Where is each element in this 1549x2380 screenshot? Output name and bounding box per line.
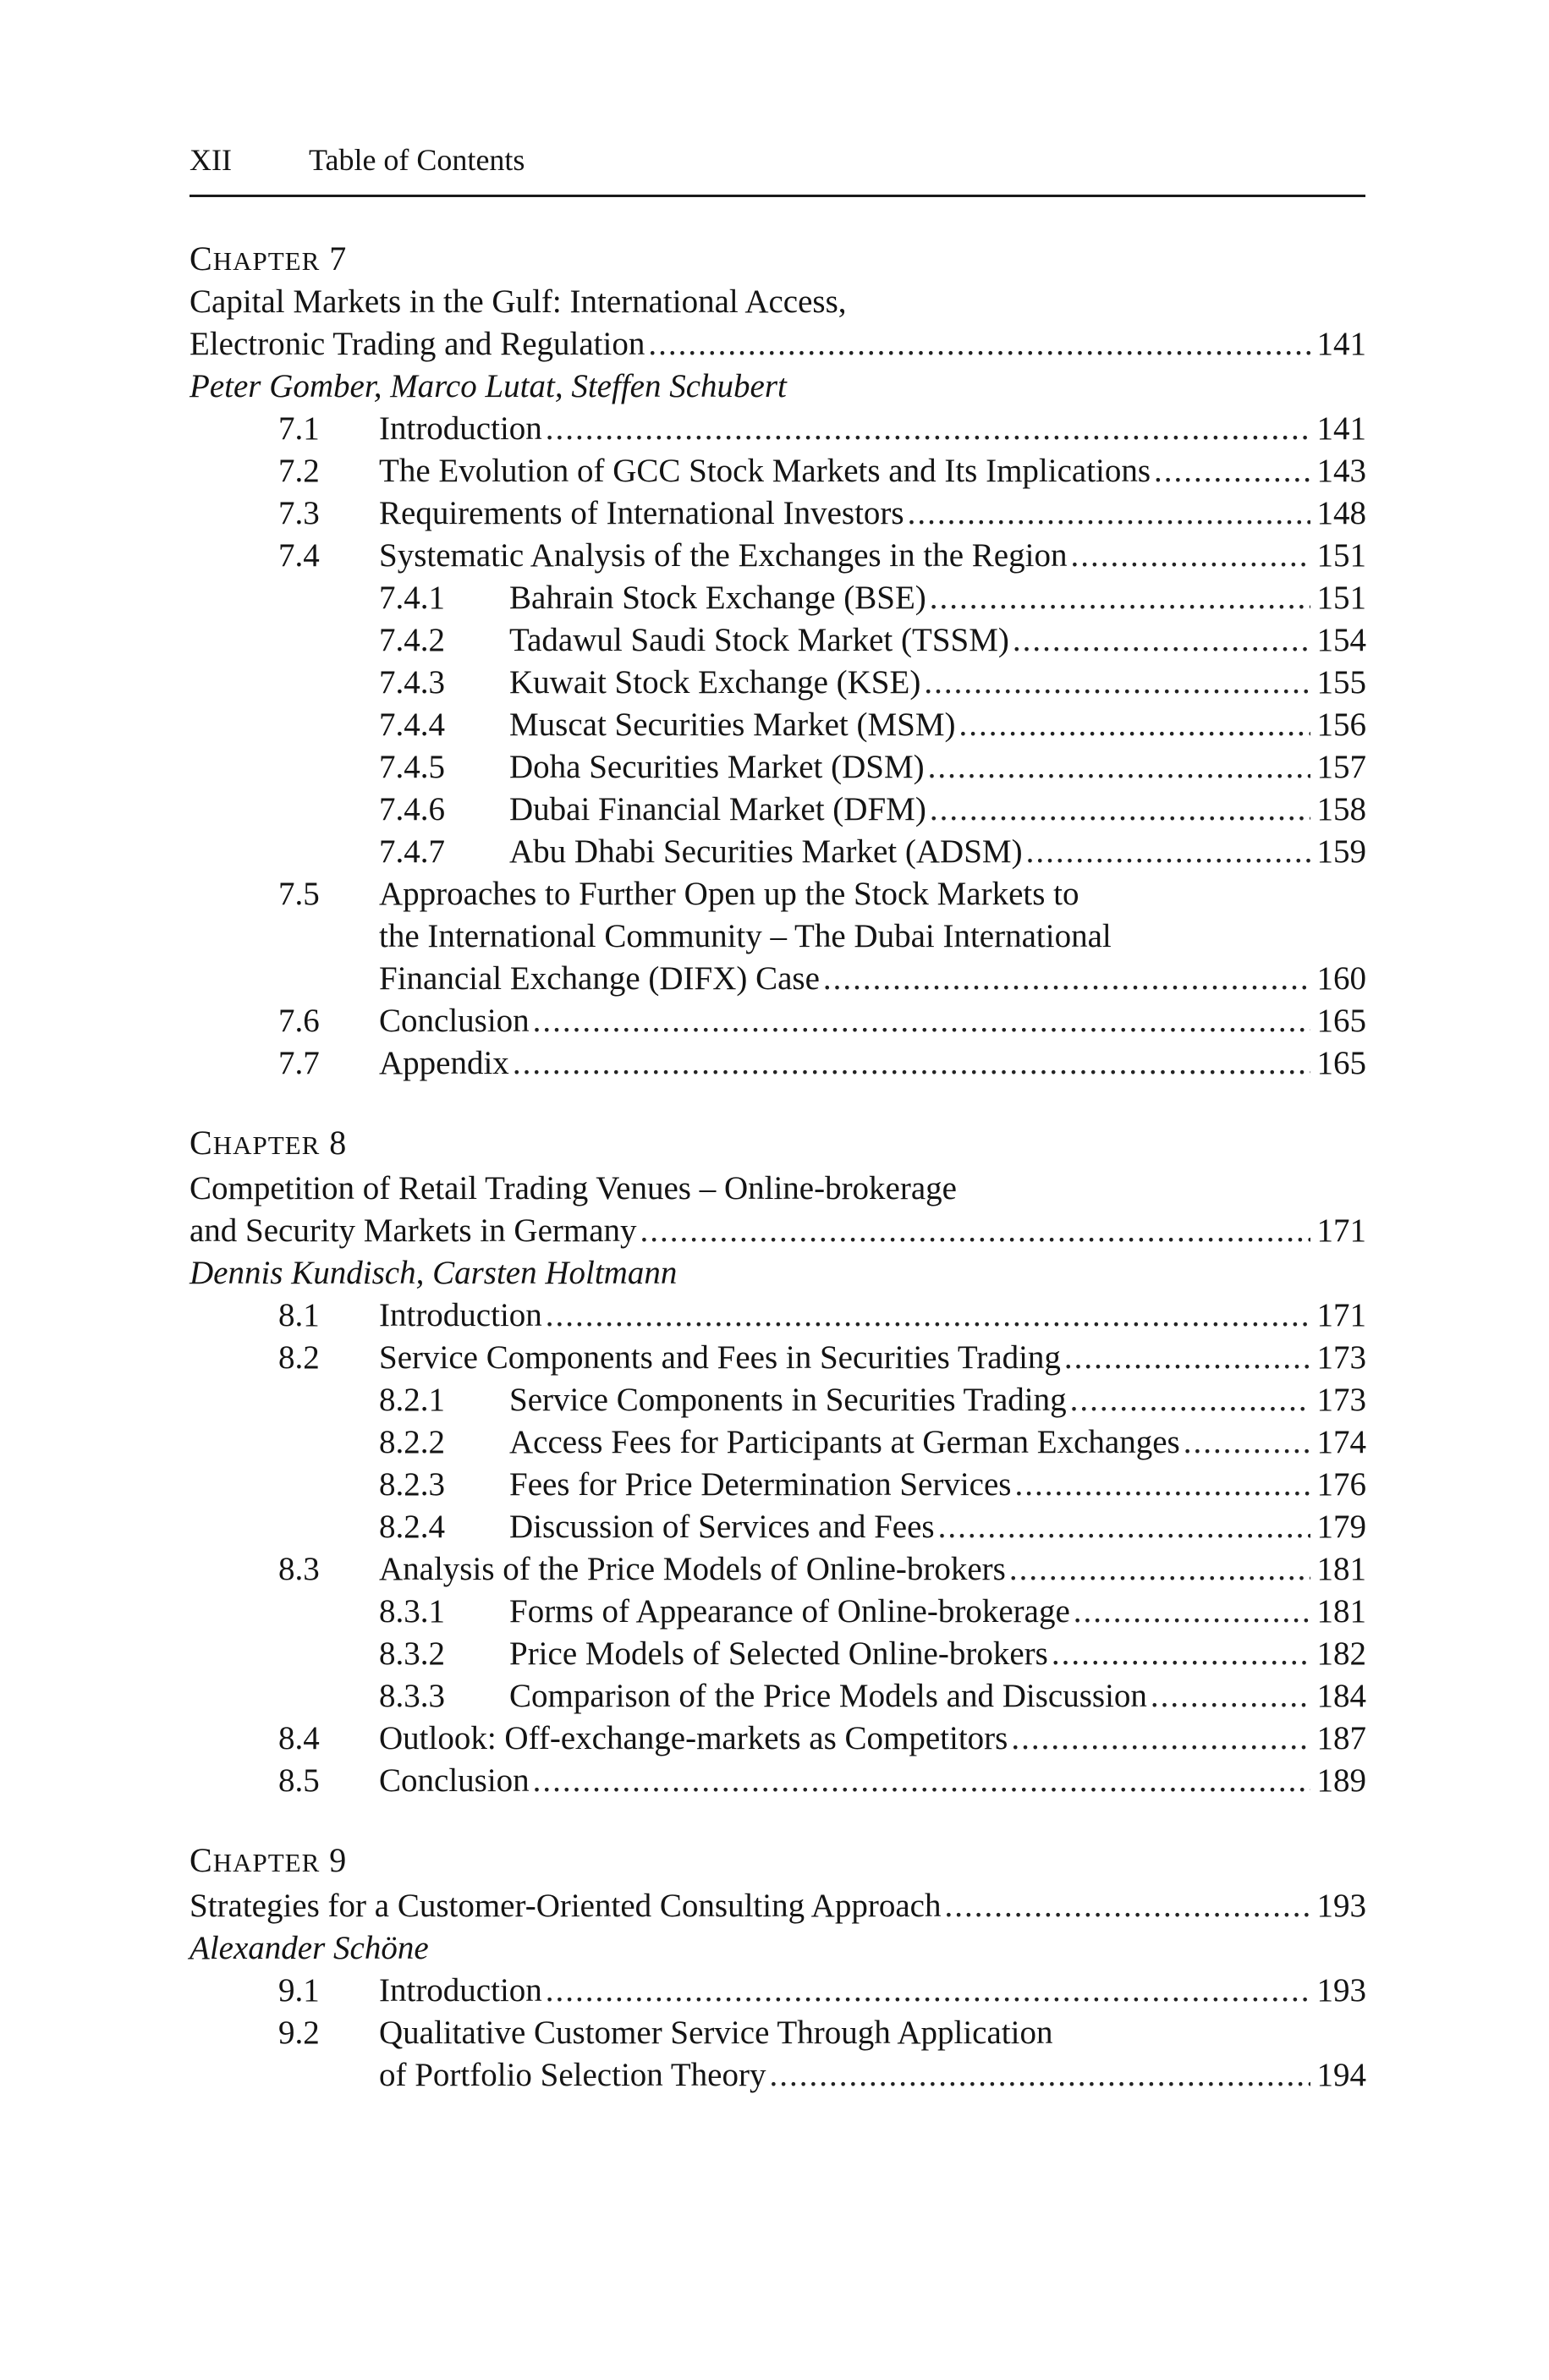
page-ref: 148 <box>1316 495 1366 531</box>
page-ref: 141 <box>1316 326 1366 362</box>
section-number: 7.2 <box>278 453 320 489</box>
page-ref: 165 <box>1316 1045 1366 1081</box>
page-header <box>190 134 1365 197</box>
page-ref: 184 <box>1316 1678 1366 1714</box>
section-number: 8.3.2 <box>379 1635 445 1672</box>
section-number: 9.2 <box>278 2014 320 2051</box>
toc-entry-continuation[interactable] <box>190 2054 1366 2097</box>
page-ref: 156 <box>1316 706 1366 743</box>
section-number: 7.1 <box>278 410 320 447</box>
section-number: 7.3 <box>278 495 320 531</box>
toc-entry[interactable] <box>190 873 1366 915</box>
entry-title: Appendix <box>379 1045 509 1081</box>
toc-entry[interactable] <box>190 1379 1366 1421</box>
page-ref: 158 <box>1316 791 1366 827</box>
chapter-heading: CHAPTER 9 <box>190 1841 348 1879</box>
entry-title: Introduction <box>379 1297 542 1333</box>
toc-entry-continuation <box>190 915 1366 958</box>
section-number: 7.6 <box>278 1003 320 1039</box>
toc-entry[interactable] <box>190 746 1366 789</box>
page-ref: 155 <box>1316 664 1366 701</box>
chapter-authors: Alexander Schöne <box>190 1930 429 1966</box>
page-ref: 165 <box>1316 1003 1366 1039</box>
page-ref: 187 <box>1316 1720 1366 1756</box>
chapter-title: Competition of Retail Trading Venues – Online-brokerage <box>190 1170 957 1206</box>
entry-title: Doha Securities Market (DSM) <box>509 749 925 785</box>
chapter-authors: Peter Gomber, Marco Lutat, Steffen Schubert <box>190 368 787 404</box>
section-number: 8.3 <box>278 1551 320 1587</box>
section-number: 7.4.2 <box>379 622 445 658</box>
section-number: 7.4.3 <box>379 664 445 701</box>
section-number: 8.4 <box>278 1720 320 1756</box>
section-number: 8.2 <box>278 1339 320 1376</box>
toc-entry[interactable] <box>190 1970 1366 2012</box>
toc-entry[interactable] <box>190 492 1366 535</box>
running-title: Table of Contents <box>309 143 525 177</box>
page-ref: 141 <box>1316 410 1366 447</box>
toc-entry[interactable] <box>190 1675 1366 1718</box>
toc-entry[interactable] <box>190 535 1366 577</box>
toc-entry[interactable] <box>190 1000 1366 1042</box>
page-ref: 171 <box>1316 1297 1366 1333</box>
entry-title: Tadawul Saudi Stock Market (TSSM) <box>509 622 1009 658</box>
toc-entry-continuation[interactable] <box>190 958 1366 1000</box>
section-number: 7.7 <box>278 1045 320 1081</box>
page-ref: 176 <box>1316 1466 1366 1503</box>
toc-entry[interactable] <box>190 1294 1366 1337</box>
page-ref: 173 <box>1316 1339 1366 1376</box>
section-number: 8.3.1 <box>379 1593 445 1630</box>
section-number: 9.1 <box>278 1972 320 2009</box>
entry-title: The Evolution of GCC Stock Markets and Its Implications <box>379 453 1151 489</box>
entry-title-line: the International Community – The Dubai International <box>379 918 1112 954</box>
entry-title: Conclusion <box>379 1003 530 1039</box>
entry-title: Discussion of Services and Fees <box>509 1509 935 1545</box>
toc-entry[interactable] <box>190 2012 1366 2054</box>
page-ref: 157 <box>1316 749 1366 785</box>
toc-entry[interactable] <box>190 1464 1366 1506</box>
section-number: 7.4.5 <box>379 749 445 785</box>
section-number: 8.2.1 <box>379 1382 445 1418</box>
page-ref: 159 <box>1316 833 1366 870</box>
entry-title: Forms of Appearance of Online-brokerage <box>509 1593 1070 1630</box>
toc-entry[interactable] <box>190 1506 1366 1548</box>
entry-title: Outlook: Off-exchange-markets as Competitors <box>379 1720 1008 1756</box>
entry-title: Analysis of the Price Models of Online-brokers <box>379 1551 1006 1587</box>
entry-title: Introduction <box>379 410 542 447</box>
chapter-title-entry[interactable]: Electronic Trading and Regulation ..... 141 <box>190 323 1366 366</box>
toc-entry[interactable] <box>190 704 1366 746</box>
section-number: 8.1 <box>278 1297 320 1333</box>
entry-title: Systematic Analysis of the Exchanges in the Region <box>379 537 1068 574</box>
section-number: 8.2.2 <box>379 1424 445 1460</box>
page-ref: 193 <box>1316 1972 1366 2009</box>
entry-title: Kuwait Stock Exchange (KSE) <box>509 664 921 701</box>
page-ref: 179 <box>1316 1509 1366 1545</box>
toc-entry[interactable] <box>190 408 1366 450</box>
toc-entry[interactable] <box>190 1337 1366 1379</box>
entry-title: of Portfolio Selection Theory <box>379 2057 766 2093</box>
toc-entry[interactable] <box>190 619 1366 662</box>
page-ref: 181 <box>1316 1551 1366 1587</box>
section-number: 7.4.6 <box>379 791 445 827</box>
page-number: XII <box>190 143 232 177</box>
toc-entry[interactable] <box>190 1042 1366 1085</box>
chapter-title: Capital Markets in the Gulf: International Access, <box>190 283 847 320</box>
entry-title-line: Approaches to Further Open up the Stock Markets to <box>379 876 1079 912</box>
page-ref: 151 <box>1316 537 1366 574</box>
entry-title: Service Components in Securities Trading <box>509 1382 1067 1418</box>
chapter-heading: CHAPTER 7 <box>190 239 348 278</box>
entry-title: Fees for Price Determination Services <box>509 1466 1012 1503</box>
section-number: 8.2.4 <box>379 1509 445 1545</box>
page-ref: 193 <box>1316 1888 1366 1924</box>
page-ref: 173 <box>1316 1382 1366 1418</box>
entry-title: Financial Exchange (DIFX) Case <box>379 960 820 997</box>
section-number: 8.3.3 <box>379 1678 445 1714</box>
toc-entry[interactable] <box>190 1591 1366 1633</box>
section-number: 7.4.4 <box>379 706 445 743</box>
chapter-title-entry[interactable]: and Security Markets in Germany ..... 171 <box>190 1210 1366 1252</box>
entry-title: Access Fees for Participants at German Exchanges <box>509 1424 1180 1460</box>
page-ref: 194 <box>1316 2057 1366 2093</box>
entry-title-line: Qualitative Customer Service Through Application <box>379 2014 1053 2051</box>
page-ref: 189 <box>1316 1762 1366 1799</box>
section-number: 7.4.1 <box>379 580 445 616</box>
entry-title: Service Components and Fees in Securities Trading <box>379 1339 1061 1376</box>
toc-entry[interactable] <box>190 831 1366 873</box>
toc-entry[interactable] <box>190 1633 1366 1675</box>
toc-entry[interactable] <box>190 1760 1366 1802</box>
page-ref: 154 <box>1316 622 1366 658</box>
toc-entry[interactable] <box>190 789 1366 831</box>
chapter-authors: Dennis Kundisch, Carsten Holtmann <box>190 1255 678 1291</box>
section-number: 7.5 <box>278 876 320 912</box>
page-ref: 143 <box>1316 453 1366 489</box>
section-number: 7.4.7 <box>379 833 445 870</box>
page-ref: 174 <box>1316 1424 1366 1460</box>
entry-title: Introduction <box>379 1972 542 2009</box>
chapter-title-entry[interactable]: Strategies for a Customer-Oriented Consulting Approach ..... 193 <box>190 1885 1366 1927</box>
entry-title: Requirements of International Investors <box>379 495 904 531</box>
entry-title: Abu Dhabi Securities Market (ADSM) <box>509 833 1023 870</box>
entry-title: Muscat Securities Market (MSM) <box>509 706 956 743</box>
toc-entry[interactable] <box>190 1548 1366 1591</box>
page-ref: 182 <box>1316 1635 1366 1672</box>
entry-title: Price Models of Selected Online-brokers <box>509 1635 1048 1672</box>
entry-title: Dubai Financial Market (DFM) <box>509 791 926 827</box>
section-number: 8.2.3 <box>379 1466 445 1503</box>
entry-title: Bahrain Stock Exchange (BSE) <box>509 580 926 616</box>
page-ref: 160 <box>1316 960 1366 997</box>
section-number: 8.5 <box>278 1762 320 1799</box>
toc-entry[interactable] <box>190 1718 1366 1760</box>
chapter-heading: CHAPTER 8 <box>190 1124 348 1162</box>
toc-entry[interactable] <box>190 450 1366 492</box>
section-number: 7.4 <box>278 537 320 574</box>
entry-title: Conclusion <box>379 1762 530 1799</box>
toc-entry[interactable] <box>190 662 1366 704</box>
toc-entry[interactable] <box>190 577 1366 619</box>
page-ref: 171 <box>1316 1212 1366 1249</box>
toc-entry[interactable] <box>190 1421 1366 1464</box>
entry-title: Comparison of the Price Models and Discussion <box>509 1678 1147 1714</box>
page-ref: 181 <box>1316 1593 1366 1630</box>
page-ref: 151 <box>1316 580 1366 616</box>
